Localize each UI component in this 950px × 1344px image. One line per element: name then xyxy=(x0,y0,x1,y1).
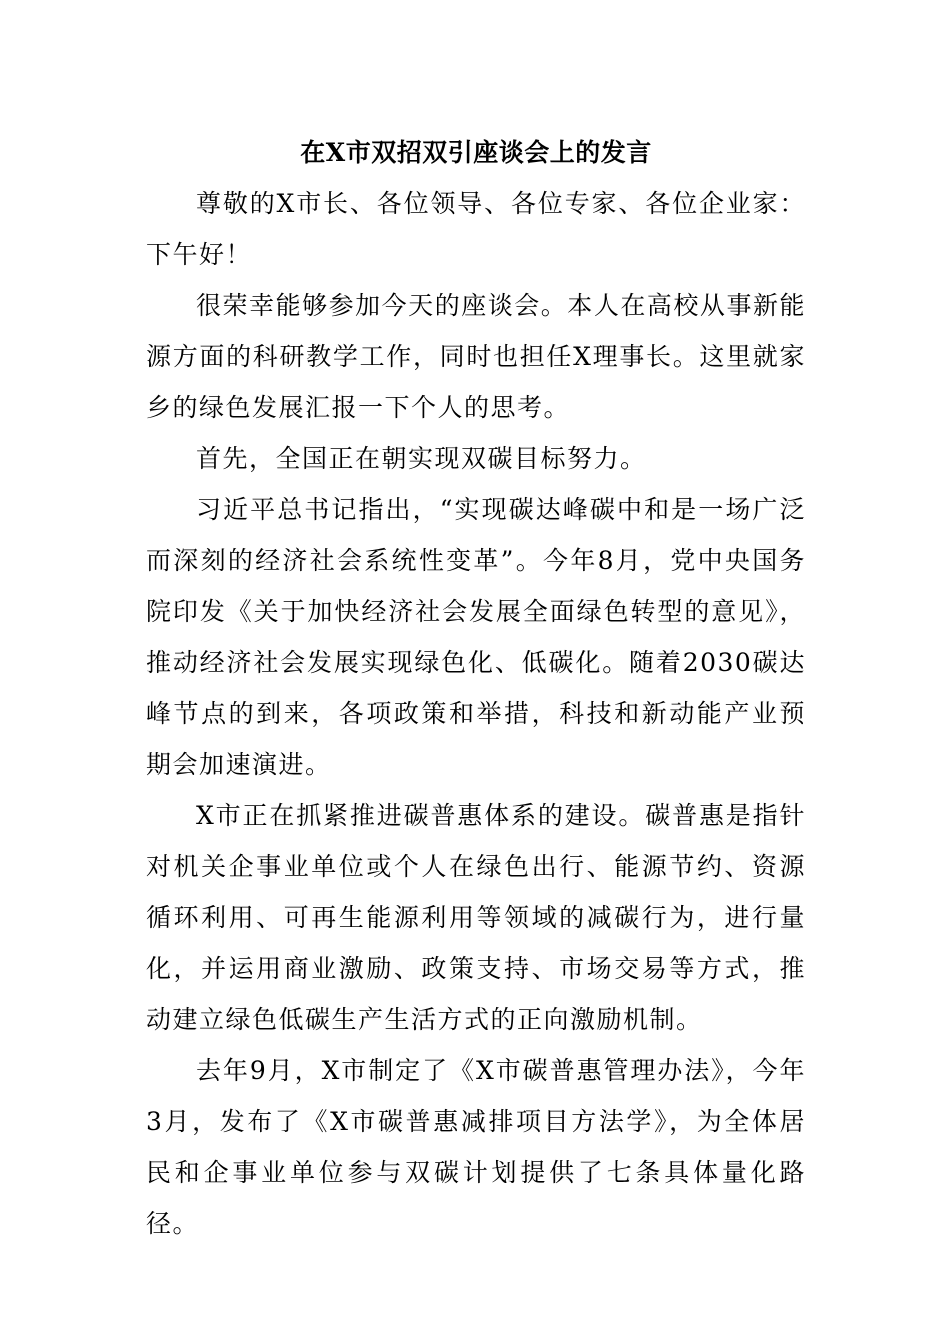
paragraph-introduction: 很荣幸能够参加今天的座谈会。本人在高校从事新能源方面的科研教学工作，同时也担任X理事长。这里就家乡的绿色发展汇报一下个人的思考。 xyxy=(146,291,806,422)
paragraph-carbon-inclusion: X市正在抓紧推进碳普惠体系的建设。碳普惠是指针对机关企事业单位或个人在绿色出行、能源节约、资源循环利用、可再生能源利用等领域的减碳行为，进行量化，并运用商业激励、政策支持、市场交易等方式，推动建立绿色低碳生产生活方式的正向激励机制。 xyxy=(146,801,806,1034)
paragraph-local-measures: 去年9月，X市制定了《X市碳普惠管理办法》，今年3月，发布了《X市碳普惠减排项目方法学》，为全体居民和企事业单位参与双碳计划提供了七条具体量化路径。 xyxy=(146,1056,806,1238)
document-title: 在X市双招双引座谈会上的发言 xyxy=(300,138,652,167)
document-body xyxy=(146,128,806,1249)
paragraph-first-point: 首先，全国正在朝实现双碳目标努力。 xyxy=(196,444,647,473)
paragraph-policy-context: 习近平总书记指出，“实现碳达峰碳中和是一场广泛而深刻的经济社会系统性变革”。今年8月，党中央国务院印发《关于加快经济社会发展全面绿色转型的意见》，推动经济社会发展实现绿色化、低碳化。随着2030碳达峰节点的到来，各项政策和举措，科技和新动能产业预期会加速演进。 xyxy=(146,495,806,779)
paragraph-greeting: 尊敬的X市长、各位领导、各位专家、各位企业家：下午好！ xyxy=(146,189,806,269)
